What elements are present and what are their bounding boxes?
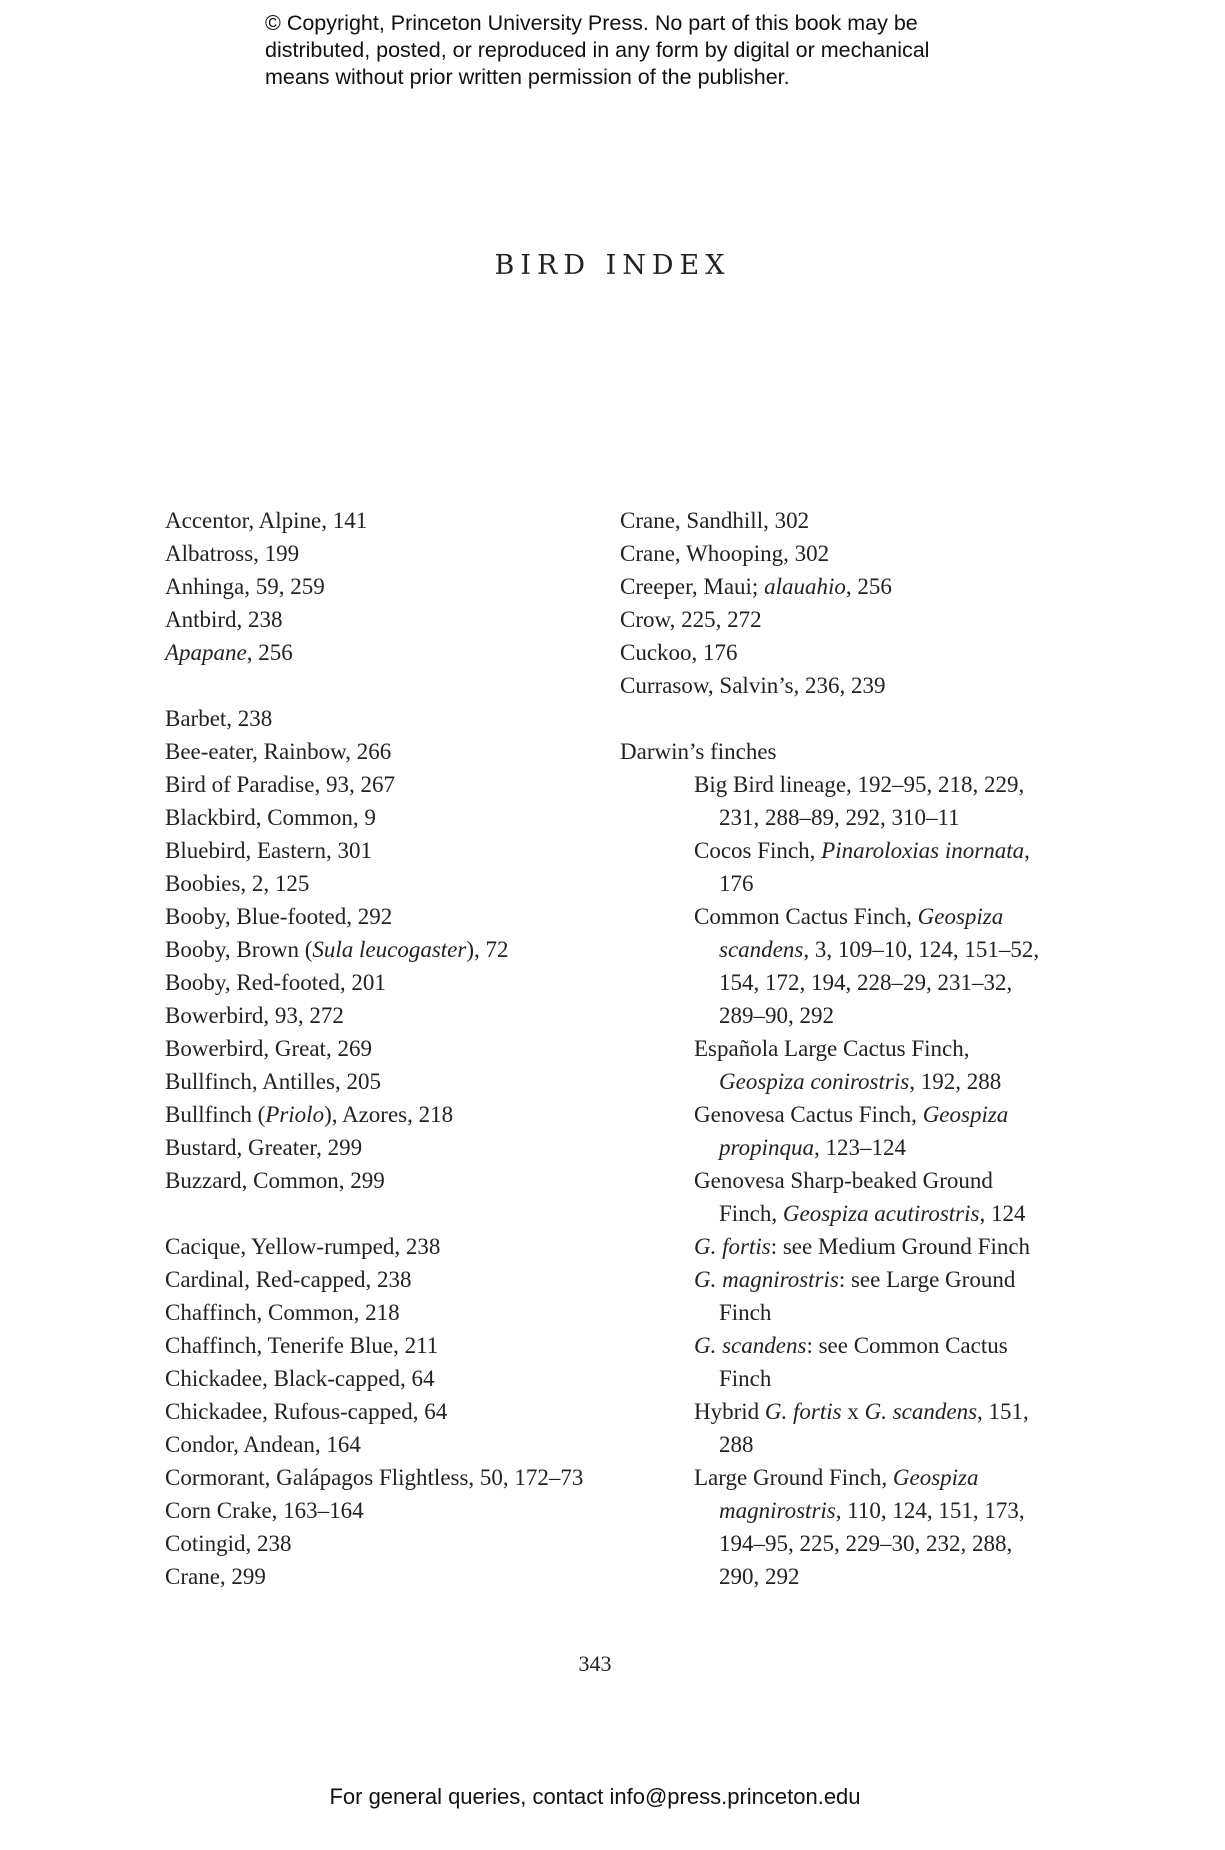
entry-text: , bbox=[1024, 838, 1030, 863]
entry-text: Hybrid bbox=[694, 1399, 765, 1424]
entry-text: Finch, bbox=[719, 1201, 783, 1226]
section-gap bbox=[620, 702, 1060, 735]
italic-text: G. magnirostris bbox=[694, 1267, 839, 1292]
copyright-line: distributed, posted, or reproduced in any form by digital or mechanical bbox=[265, 38, 930, 62]
entry-text: x bbox=[841, 1399, 865, 1424]
index-entry: Cotingid, 238 bbox=[165, 1531, 292, 1556]
italic-text: magnirostris bbox=[719, 1498, 836, 1523]
index-subentry-continuation: 288 bbox=[719, 1432, 754, 1457]
entry-text: : see Medium Ground Finch bbox=[770, 1234, 1031, 1259]
index-subentry bbox=[620, 1461, 1060, 1494]
entry-text: Cocos Finch, bbox=[694, 838, 822, 863]
index-entry bbox=[165, 933, 605, 966]
entry-text: Bullfinch ( bbox=[165, 1102, 266, 1127]
index-entry: Barbet, 238 bbox=[165, 706, 273, 731]
index-entry bbox=[165, 636, 605, 669]
index-entry: Crane, Whooping, 302 bbox=[620, 541, 830, 566]
index-entry: Boobies, 2, 125 bbox=[165, 871, 310, 896]
index-entry: Crane, 299 bbox=[165, 1564, 266, 1589]
italic-text: Geospiza acutirostris bbox=[782, 1201, 980, 1226]
index-entry: Buzzard, Common, 299 bbox=[165, 1168, 385, 1193]
index-entry bbox=[620, 570, 1060, 603]
index-entry bbox=[165, 1098, 605, 1131]
entry-text: Booby, Brown ( bbox=[165, 937, 313, 962]
index-subentry-continuation: 194–95, 225, 229–30, 232, 288, bbox=[719, 1531, 1013, 1556]
index-entry: Cardinal, Red-capped, 238 bbox=[165, 1267, 412, 1292]
index-entry: Cormorant, Galápagos Flightless, 50, 172–73 bbox=[165, 1465, 584, 1490]
index-subentry-continuation: 289–90, 292 bbox=[719, 1003, 834, 1028]
index-entry: Cuckoo, 176 bbox=[620, 640, 738, 665]
entry-text: ), Azores, 218 bbox=[324, 1102, 454, 1127]
index-entry: Bullfinch, Antilles, 205 bbox=[165, 1069, 381, 1094]
entry-text: : see Large Ground bbox=[838, 1267, 1016, 1292]
entry-text: , 151, bbox=[977, 1399, 1029, 1424]
italic-text: G. scandens bbox=[694, 1333, 807, 1358]
page-number: 343 bbox=[578, 1651, 612, 1676]
index-subentry-continuation bbox=[620, 1065, 1060, 1098]
entry-text: , 256 bbox=[845, 574, 892, 599]
index-entry: Albatross, 199 bbox=[165, 541, 300, 566]
index-subentry-continuation: 154, 172, 194, 228–29, 231–32, bbox=[719, 970, 1013, 995]
entry-text: , 110, 124, 151, 173, bbox=[835, 1498, 1025, 1523]
index-entry: Antbird, 238 bbox=[165, 607, 283, 632]
entry-text: ), 72 bbox=[466, 937, 509, 962]
footer-contact: For general queries, contact info@press.princeton.edu bbox=[329, 1784, 861, 1809]
entry-text: , 123–124 bbox=[814, 1135, 906, 1160]
page-title: BIRD INDEX bbox=[494, 250, 731, 281]
italic-text: scandens bbox=[719, 937, 804, 962]
index-subentry bbox=[620, 1230, 1060, 1263]
index-entry-heading: Darwin’s finches bbox=[620, 739, 777, 764]
index-entry: Booby, Red-footed, 201 bbox=[165, 970, 386, 995]
index-entry: Bee-eater, Rainbow, 266 bbox=[165, 739, 392, 764]
entry-text: Large Ground Finch, bbox=[694, 1465, 893, 1490]
index-subentry-continuation bbox=[620, 1197, 1060, 1230]
index-entry: Cacique, Yellow-rumped, 238 bbox=[165, 1234, 441, 1259]
index-entry: Chickadee, Black-capped, 64 bbox=[165, 1366, 435, 1391]
italic-text: Geospiza conirostris bbox=[719, 1069, 910, 1094]
italic-text: Priolo bbox=[265, 1102, 325, 1127]
index-subentry bbox=[620, 1395, 1060, 1428]
copyright-notice bbox=[265, 10, 1025, 91]
index-entry: Crow, 225, 272 bbox=[620, 607, 762, 632]
index-entry: Anhinga, 59, 259 bbox=[165, 574, 325, 599]
index-entry: Bustard, Greater, 299 bbox=[165, 1135, 363, 1160]
entry-text: , 3, 109–10, 124, 151–52, bbox=[803, 937, 1040, 962]
index-subentry: Española Large Cactus Finch, bbox=[694, 1036, 970, 1061]
index-subentry bbox=[620, 834, 1060, 867]
index-subentry-continuation: 231, 288–89, 292, 310–11 bbox=[719, 805, 960, 830]
entry-text: Creeper, Maui; bbox=[620, 574, 765, 599]
index-entry: Blackbird, Common, 9 bbox=[165, 805, 376, 830]
section-gap bbox=[165, 669, 605, 702]
index-entry: Chaffinch, Tenerife Blue, 211 bbox=[165, 1333, 439, 1358]
index-entry: Chickadee, Rufous-capped, 64 bbox=[165, 1399, 448, 1424]
index-subentry bbox=[620, 1263, 1060, 1296]
italic-text: G. fortis bbox=[694, 1234, 771, 1259]
index-subentry bbox=[620, 900, 1060, 933]
index-entry: Bowerbird, Great, 269 bbox=[165, 1036, 372, 1061]
italic-text: Sula leucogaster bbox=[312, 937, 467, 962]
index-entry: Accentor, Alpine, 141 bbox=[165, 508, 368, 533]
index-entry: Currasow, Salvin’s, 236, 239 bbox=[620, 673, 886, 698]
entry-text: , 192, 288 bbox=[909, 1069, 1002, 1094]
entry-text: Genovesa Cactus Finch, bbox=[694, 1102, 923, 1127]
italic-text: G. fortis bbox=[764, 1399, 842, 1424]
italic-text: Geospiza bbox=[922, 1102, 1009, 1127]
index-subentry bbox=[620, 1098, 1060, 1131]
italic-text: Apapane bbox=[165, 640, 247, 665]
index-entry: Bluebird, Eastern, 301 bbox=[165, 838, 372, 863]
copyright-line: © Copyright, Princeton University Press. No part of this book may be bbox=[265, 11, 918, 35]
index-entry: Bowerbird, 93, 272 bbox=[165, 1003, 344, 1028]
entry-text: , 124 bbox=[979, 1201, 1026, 1226]
index-subentry-continuation bbox=[620, 1494, 1060, 1527]
index-entry: Bird of Paradise, 93, 267 bbox=[165, 772, 395, 797]
entry-text: Common Cactus Finch, bbox=[694, 904, 918, 929]
index-entry: Crane, Sandhill, 302 bbox=[620, 508, 810, 533]
index-subentry-continuation bbox=[620, 933, 1060, 966]
entry-text: , 256 bbox=[246, 640, 293, 665]
index-subentry bbox=[620, 1329, 1060, 1362]
index-entry: Booby, Blue-footed, 292 bbox=[165, 904, 393, 929]
index-entry: Condor, Andean, 164 bbox=[165, 1432, 361, 1457]
index-subentry-continuation: Finch bbox=[719, 1366, 772, 1391]
index-subentry: Genovesa Sharp-beaked Ground bbox=[694, 1168, 993, 1193]
index-subentry-continuation: 290, 292 bbox=[719, 1564, 800, 1589]
index-entry: Corn Crake, 163–164 bbox=[165, 1498, 364, 1523]
entry-text: : see Common Cactus bbox=[806, 1333, 1008, 1358]
italic-text: Geospiza bbox=[892, 1465, 979, 1490]
section-gap bbox=[165, 1197, 605, 1230]
index-subentry-continuation bbox=[620, 1131, 1060, 1164]
index-subentry: Big Bird lineage, 192–95, 218, 229, bbox=[694, 772, 1025, 797]
italic-text: Pinaroloxias inornata bbox=[821, 838, 1025, 863]
italic-text: G. scandens bbox=[864, 1399, 978, 1424]
index-column-right bbox=[620, 504, 1060, 1593]
copyright-line: means without prior written permission of the publisher. bbox=[265, 65, 790, 89]
italic-text: alauahio bbox=[764, 574, 846, 599]
index-entry: Chaffinch, Common, 218 bbox=[165, 1300, 400, 1325]
index-subentry-continuation: 176 bbox=[719, 871, 754, 896]
italic-text: Geospiza bbox=[917, 904, 1004, 929]
italic-text: propinqua bbox=[719, 1135, 814, 1160]
index-subentry-continuation: Finch bbox=[719, 1300, 772, 1325]
index-column-left bbox=[165, 504, 605, 1593]
